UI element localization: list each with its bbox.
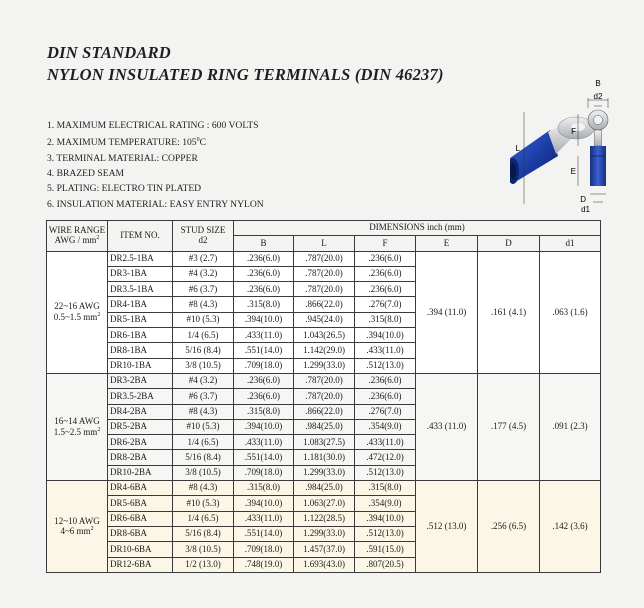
dim-b-cell: .394(10.0): [234, 419, 294, 434]
stud-size-cell: 3/8 (10.5): [173, 542, 234, 557]
dim-e-cell: .394 (11.0): [416, 251, 478, 373]
item-no-cell: DR4-6BA: [108, 481, 173, 496]
wire-range-group: [47, 373, 601, 480]
dim-f-cell: .433(11.0): [355, 435, 416, 450]
dim-l-cell: .787(20.0): [294, 266, 355, 281]
table-row: [47, 481, 601, 496]
dim-d-cell: .177 (4.5): [478, 373, 540, 480]
item-no-cell: DR5-1BA: [108, 312, 173, 327]
header-wire-range: WIRE RANGE AWG / $mm^2$: [47, 221, 108, 252]
dim-d-cell: .256 (6.5): [478, 481, 540, 573]
spec-item: 4. BRAZED SEAM: [47, 168, 125, 180]
item-no-cell: DR12-6BA: [108, 557, 173, 572]
dim-l-cell: .787(20.0): [294, 373, 355, 388]
header-col-l: L: [294, 236, 355, 251]
dim-d-cell: .161 (4.1): [478, 251, 540, 373]
stud-size-cell: 5/16 (8.4): [173, 450, 234, 465]
item-no-cell: DR8-1BA: [108, 343, 173, 358]
dim-b-cell: .709(18.0): [234, 465, 294, 480]
dim-l-cell: .787(20.0): [294, 389, 355, 404]
item-no-cell: DR3.5-1BA: [108, 282, 173, 297]
table-row: [47, 251, 601, 266]
dim-l-cell: .945(24.0): [294, 312, 355, 327]
ring-terminal-diagram: [510, 76, 620, 216]
stud-size-cell: #6 (3.7): [173, 282, 234, 297]
dim-f-cell: .236(6.0): [355, 282, 416, 297]
stud-size-cell: 1/4 (6.5): [173, 435, 234, 450]
dim-b-cell: .551(14.0): [234, 450, 294, 465]
dim-b-cell: .236(6.0): [234, 282, 294, 297]
dim-l-cell: .866(22.0): [294, 297, 355, 312]
item-no-cell: DR6-6BA: [108, 511, 173, 526]
header-stud-size: STUD SIZE d2: [173, 221, 234, 252]
spec-item: 1. MAXIMUM ELECTRICAL RATING : 600 VOLTS: [47, 120, 259, 131]
item-no-cell: DR6-1BA: [108, 328, 173, 343]
dim-f-cell: .472(12.0): [355, 450, 416, 465]
header-col-d1: d1: [540, 236, 601, 251]
dim-l-cell: 1.083(27.5): [294, 435, 355, 450]
dim-b-cell: .236(6.0): [234, 251, 294, 266]
dim-f-cell: .807(20.5): [355, 557, 416, 572]
stud-size-cell: #4 (3.2): [173, 373, 234, 388]
dim-b-cell: .551(14.0): [234, 343, 294, 358]
stud-size-cell: 5/16 (8.4): [173, 343, 234, 358]
stud-size-cell: 3/8 (10.5): [173, 465, 234, 480]
terminal-photo: [510, 117, 594, 184]
stud-size-cell: #3 (2.7): [173, 251, 234, 266]
wire-range-group: [47, 481, 601, 573]
dim-f-cell: .236(6.0): [355, 266, 416, 281]
dim-f-cell: .354(9.0): [355, 419, 416, 434]
dim-label-b: B: [595, 79, 601, 88]
dim-f-cell: .394(10.0): [355, 511, 416, 526]
dim-b-cell: .433(11.0): [234, 328, 294, 343]
item-no-cell: DR3-2BA: [108, 373, 173, 388]
dim-l-cell: 1.693(43.0): [294, 557, 355, 572]
dim-d1-cell: .142 (3.6): [540, 481, 601, 573]
item-no-cell: DR10-2BA: [108, 465, 173, 480]
dim-b-cell: .551(14.0): [234, 526, 294, 541]
dim-b-cell: .748(19.0): [234, 557, 294, 572]
dim-b-cell: .236(6.0): [234, 389, 294, 404]
header-col-b: B: [234, 236, 294, 251]
item-no-cell: DR3-1BA: [108, 266, 173, 281]
spec-list: [47, 118, 264, 212]
dim-l-cell: 1.063(27.0): [294, 496, 355, 511]
spec-item: 2. MAXIMUM TEMPERATURE: $105^0C$: [47, 137, 207, 149]
table-header: [47, 221, 601, 252]
dim-label-d: D: [580, 195, 586, 204]
stud-size-cell: 1/2 (13.0): [173, 557, 234, 572]
header-col-d: D: [478, 236, 540, 251]
dim-b-cell: .433(11.0): [234, 511, 294, 526]
dim-label-f: F: [571, 127, 576, 136]
dim-f-cell: .315(8.0): [355, 481, 416, 496]
item-no-cell: DR8-6BA: [108, 526, 173, 541]
dim-l-cell: 1.181(30.0): [294, 450, 355, 465]
dim-l-cell: 1.142(29.0): [294, 343, 355, 358]
dim-b-cell: .315(8.0): [234, 297, 294, 312]
dim-b-cell: .433(11.0): [234, 435, 294, 450]
page-subtitle: NYLON INSULATED RING TERMINALS (DIN 46237): [47, 65, 444, 84]
stud-size-cell: #10 (5.3): [173, 419, 234, 434]
spec-item: 3. TERMINAL MATERIAL: COPPER: [47, 152, 198, 164]
table-row: [47, 373, 601, 388]
dim-b-cell: .709(18.0): [234, 358, 294, 373]
dim-l-cell: 1.122(28.5): [294, 511, 355, 526]
dim-label-d2: d2: [593, 92, 603, 101]
page-title: DIN STANDARD: [47, 43, 171, 62]
dim-f-cell: .433(11.0): [355, 343, 416, 358]
dim-f-cell: .236(6.0): [355, 373, 416, 388]
wire-range-cell: 22~16 AWG 0.5~1.5 $mm^2$: [47, 251, 108, 373]
dim-l-cell: .866(22.0): [294, 404, 355, 419]
dim-b-cell: .394(10.0): [234, 496, 294, 511]
stud-size-cell: 3/8 (10.5): [173, 358, 234, 373]
dim-b-cell: .394(10.0): [234, 312, 294, 327]
dim-f-cell: .276(7.0): [355, 404, 416, 419]
dim-b-cell: .315(8.0): [234, 404, 294, 419]
item-no-cell: DR8-2BA: [108, 450, 173, 465]
spec-item: 6. INSULATION MATERIAL: EASY ENTRY NYLON: [47, 198, 264, 210]
dim-l-cell: 1.043(26.5): [294, 328, 355, 343]
dim-b-cell: .709(18.0): [234, 542, 294, 557]
wire-range-cell: 12~10 AWG 4~6 $mm^2$: [47, 481, 108, 573]
dim-d1-cell: .063 (1.6): [540, 251, 601, 373]
dim-e-cell: .512 (13.0): [416, 481, 478, 573]
dim-f-cell: .512(13.0): [355, 358, 416, 373]
dim-l-cell: .787(20.0): [294, 282, 355, 297]
stud-size-cell: #10 (5.3): [173, 496, 234, 511]
dim-l-cell: 1.299(33.0): [294, 465, 355, 480]
dim-f-cell: .236(6.0): [355, 251, 416, 266]
stud-size-cell: 1/4 (6.5): [173, 328, 234, 343]
wire-range-group: [47, 251, 601, 373]
item-no-cell: DR10-1BA: [108, 358, 173, 373]
stud-size-cell: #6 (3.7): [173, 389, 234, 404]
item-no-cell: DR4-2BA: [108, 404, 173, 419]
item-no-cell: DR10-6BA: [108, 542, 173, 557]
stud-size-cell: 5/16 (8.4): [173, 526, 234, 541]
header-dimensions: DIMENSIONS inch (mm): [234, 221, 601, 236]
header-item-no: ITEM NO.: [108, 221, 173, 252]
stud-size-cell: #8 (4.3): [173, 481, 234, 496]
dim-label-e: E: [570, 167, 576, 176]
stud-size-cell: #8 (4.3): [173, 404, 234, 419]
item-no-cell: DR5-6BA: [108, 496, 173, 511]
dim-f-cell: .512(13.0): [355, 465, 416, 480]
dim-l-cell: 1.299(33.0): [294, 358, 355, 373]
dim-f-cell: .591(15.0): [355, 542, 416, 557]
dim-l-cell: 1.299(33.0): [294, 526, 355, 541]
dim-label-l: L: [515, 144, 520, 153]
stud-size-cell: #8 (4.3): [173, 297, 234, 312]
wire-range-cell: 16~14 AWG 1.5~2.5 $mm^2$: [47, 373, 108, 480]
header-col-e: E: [416, 236, 478, 251]
stud-size-cell: 1/4 (6.5): [173, 511, 234, 526]
dim-l-cell: .787(20.0): [294, 251, 355, 266]
dim-f-cell: .236(6.0): [355, 389, 416, 404]
dim-b-cell: .315(8.0): [234, 481, 294, 496]
dim-f-cell: .315(8.0): [355, 312, 416, 327]
dim-b-cell: .236(6.0): [234, 373, 294, 388]
terminal-spec-table: [46, 220, 601, 573]
stud-size-cell: #4 (3.2): [173, 266, 234, 281]
header-col-f: F: [355, 236, 416, 251]
dim-e-cell: .433 (11.0): [416, 373, 478, 480]
dim-f-cell: .276(7.0): [355, 297, 416, 312]
item-no-cell: DR2.5-1BA: [108, 251, 173, 266]
dim-f-cell: .354(9.0): [355, 496, 416, 511]
dim-f-cell: .394(10.0): [355, 328, 416, 343]
dim-b-cell: .236(6.0): [234, 266, 294, 281]
spec-item: 5. PLATING: ELECTRO TIN PLATED: [47, 183, 202, 195]
stud-size-cell: #10 (5.3): [173, 312, 234, 327]
dim-l-cell: 1.457(37.0): [294, 542, 355, 557]
dim-label-d1: d1: [581, 205, 590, 214]
item-no-cell: DR5-2BA: [108, 419, 173, 434]
dim-f-cell: .512(13.0): [355, 526, 416, 541]
dim-l-cell: .984(25.0): [294, 419, 355, 434]
dim-d1-cell: .091 (2.3): [540, 373, 601, 480]
item-no-cell: DR3.5-2BA: [108, 389, 173, 404]
dim-l-cell: .984(25.0): [294, 481, 355, 496]
item-no-cell: DR6-2BA: [108, 435, 173, 450]
item-no-cell: DR4-1BA: [108, 297, 173, 312]
